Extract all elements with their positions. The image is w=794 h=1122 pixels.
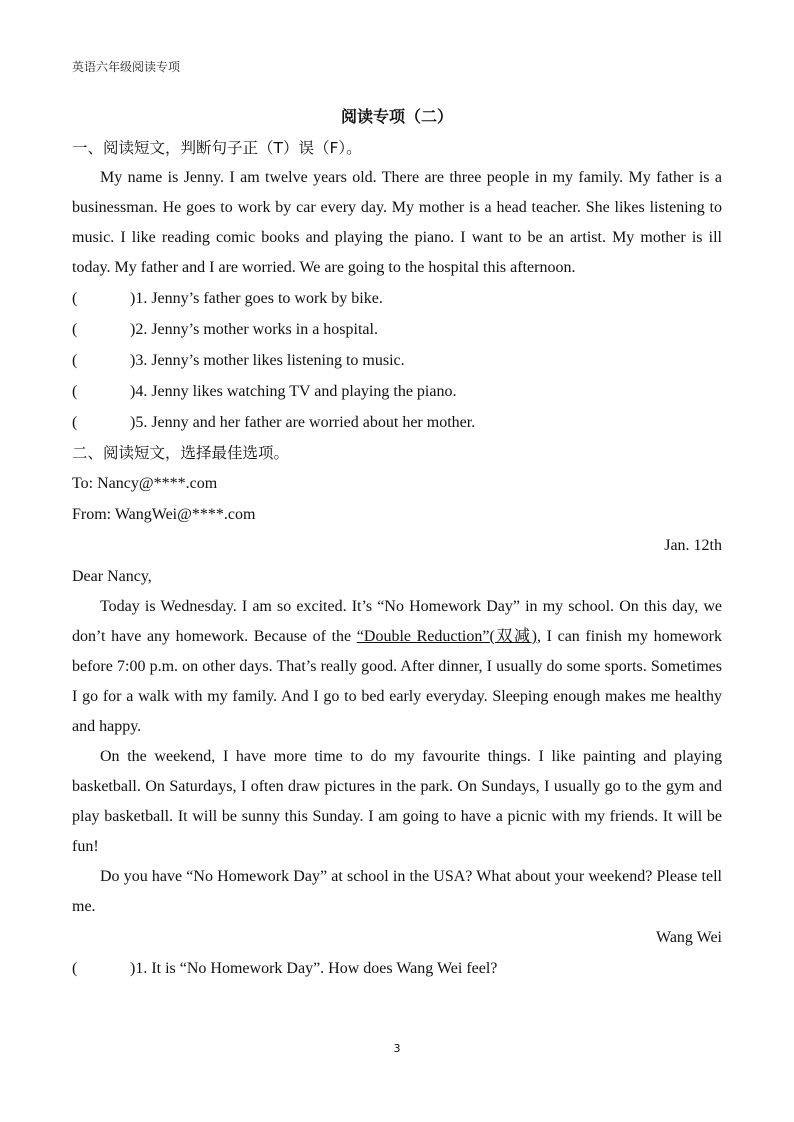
answer-blank[interactable]: (: [72, 383, 78, 400]
section1-passage: My name is Jenny. I am twelve years old. There are three people in my family. My father is a businessman. He goes to work by car every day. My mother is a head teacher. She likes listening to music. I like reading comic books and playing the piano. I want to be an artist. My mother is ill today. My father and I are worried. We are going to the hospital this afternoon.: [72, 169, 722, 276]
paragraph-text: Today is Wednesday. I am so excited. It’s “No Homework Day” in my school. On this day, we don’t have any homework. Because of the: [72, 598, 722, 645]
letter-paragraph-3: Do you have “No Homework Day” at school in the USA? What about your weekend? Please tell me.: [72, 868, 722, 915]
page-header: 英语六年级阅读专项: [72, 60, 181, 74]
letter-paragraph-2: On the weekend, I have more time to do my favourite things. I like painting and playing basketball. On Saturdays, I often draw pictures in the park. On Sundays, I usually go to the gym and play basketball. It will be sunny this Sunday. I am going to have a picnic with my friends. It will be fun!: [72, 748, 722, 855]
question-item[interactable]: [72, 345, 722, 376]
question-text: )5. Jenny and her father are worried about her mother.: [130, 414, 476, 431]
question-text: )4. Jenny likes watching TV and playing the piano.: [130, 383, 457, 400]
email-to: To: Nancy@****.com: [72, 475, 218, 492]
section1-questions: [72, 283, 722, 438]
answer-blank[interactable]: (: [72, 960, 78, 977]
question-item[interactable]: [72, 953, 722, 984]
document-title: 阅读专项（二）: [340, 107, 453, 126]
answer-blank[interactable]: (: [72, 414, 78, 431]
question-text: )1. It is “No Homework Day”. How does Wang Wei feel?: [130, 960, 498, 977]
underlined-term: “Double Reduction”(双减): [356, 628, 538, 645]
letter-date: Jan. 12th: [664, 537, 722, 554]
question-text: )2. Jenny’s mother works in a hospital.: [130, 321, 378, 338]
answer-blank[interactable]: (: [72, 290, 78, 307]
letter-greeting: Dear Nancy,: [72, 568, 152, 585]
page-number: 3: [393, 1042, 401, 1055]
answer-blank[interactable]: (: [72, 321, 78, 338]
letter-paragraph-1: [72, 592, 722, 742]
section1-heading: 一、阅读短文，判断句子正（T）误（F）。: [72, 139, 362, 157]
letter-signature: Wang Wei: [656, 929, 722, 946]
paragraph-text: , I can finish my homework before 7:00 p.m. on other days. That’s really good. After dinner, I usually do some sports. Sometimes I go for a walk with my family. And I go to bed early everyday. Sleeping enough makes me healthy and happy.: [72, 628, 722, 735]
question-item[interactable]: [72, 314, 722, 345]
email-from: From: WangWei@****.com: [72, 506, 256, 523]
question-item[interactable]: [72, 407, 722, 438]
question-text: )1. Jenny’s father goes to work by bike.: [130, 290, 383, 307]
question-item[interactable]: [72, 376, 722, 407]
question-text: )3. Jenny’s mother likes listening to music.: [130, 352, 405, 369]
answer-blank[interactable]: (: [72, 352, 78, 369]
section2-heading: 二、阅读短文，选择最佳选项。: [72, 444, 290, 462]
document-body: [72, 100, 722, 984]
question-item[interactable]: [72, 283, 722, 314]
